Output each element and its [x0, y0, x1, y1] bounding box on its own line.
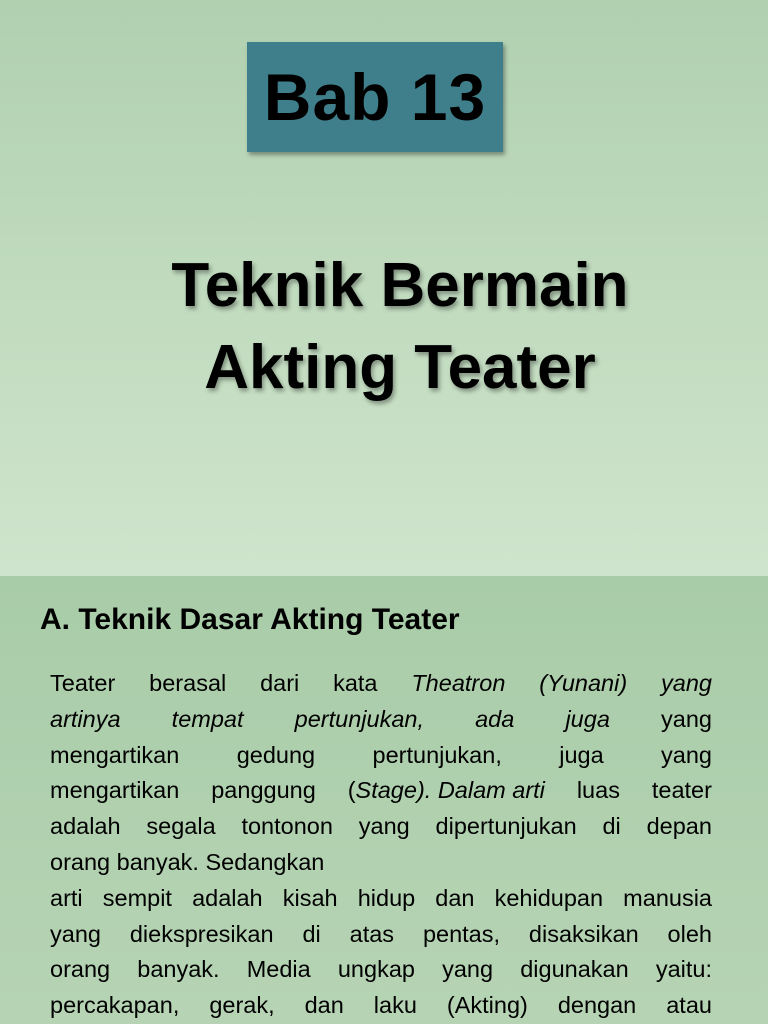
paragraph-word: (Akting) [446, 992, 528, 1019]
paragraph-line [50, 952, 712, 988]
paragraph-line [50, 666, 712, 702]
paragraph-word: berasal [149, 670, 227, 696]
paragraph-word: (Yunani) [539, 670, 628, 696]
paragraph-word: gerak, [209, 992, 275, 1019]
paragraph-word: pentas, [422, 920, 501, 947]
paragraph-word: di [602, 813, 621, 840]
chapter-badge-text: Bab 13 [263, 60, 487, 134]
paragraph-line [50, 738, 712, 774]
paragraph-word: yang [50, 920, 101, 947]
paragraph-line [50, 702, 712, 738]
paragraph-word: (Stage). Dalam arti [347, 777, 545, 804]
paragraph-line [50, 917, 712, 953]
paragraph-line [50, 773, 712, 809]
paragraph-word: yaitu: [655, 956, 712, 983]
paragraph-word: juga [565, 705, 610, 732]
chapter-badge [247, 42, 503, 152]
paragraph-word: adalah [50, 813, 121, 840]
paragraph-word: manusia [623, 884, 712, 911]
paragraph-word: disaksikan [528, 920, 639, 947]
paragraph-word: mengartikan [50, 741, 180, 768]
paragraph-word: oleh [667, 920, 712, 947]
paragraph-word: sempit [102, 884, 172, 911]
paragraph-line [50, 845, 712, 881]
paragraph-word: adalah [192, 884, 263, 911]
paragraph-word: kata [333, 670, 378, 696]
paragraph-word: yang [661, 741, 712, 768]
slide-title [60, 245, 740, 409]
paragraph-word: pertunjukan, [372, 741, 502, 768]
paragraph-word: atau [666, 992, 712, 1019]
paragraph-word: yang [661, 705, 712, 732]
body-paragraph [50, 666, 712, 1024]
paragraph-word: kehidupan [494, 884, 604, 911]
paragraph-word: teater [651, 777, 712, 804]
paragraph-word: yang [661, 670, 712, 696]
paragraph-word: Theatron [411, 670, 506, 696]
paragraph-word: yang [358, 813, 410, 840]
paragraph-word: segala [146, 813, 216, 840]
paragraph-word: diekspresikan [129, 920, 274, 947]
paragraph-word: dan [435, 884, 475, 911]
paragraph-word: tempat [171, 705, 244, 732]
paragraph-word: orang [50, 956, 111, 983]
paragraph-word: ungkap [337, 956, 415, 983]
paragraph-word: pertunjukan, [294, 705, 424, 732]
paragraph-word: percakapan, [50, 992, 180, 1019]
paragraph-word: tontonon [241, 813, 333, 840]
paragraph-word: Teater [50, 670, 116, 696]
paragraph-word: juga [559, 741, 604, 768]
paragraph-word: dengan [557, 992, 637, 1019]
paragraph-word: artinya [50, 705, 121, 732]
paragraph-word: ada [475, 705, 515, 732]
paragraph-word: orang banyak. Sedangkan [50, 848, 325, 875]
paragraph-word: mengartikan [50, 777, 180, 804]
paragraph-word: banyak. [137, 956, 220, 983]
paragraph-word: hidup [357, 884, 416, 911]
paragraph-word: gedung [236, 741, 316, 768]
slide-title-line-1: Teknik Bermain [171, 251, 629, 320]
paragraph-word: depan [646, 813, 712, 840]
paragraph-word: luas [576, 777, 620, 804]
paragraph-word: atas [349, 920, 395, 947]
paragraph-word: laku [373, 992, 417, 1019]
paragraph-word: Media [246, 956, 311, 983]
paragraph-word: dipertunjukan [435, 813, 577, 840]
paragraph-word: kisah [282, 884, 338, 911]
paragraph-line [50, 988, 712, 1024]
paragraph-word: panggung [211, 777, 316, 804]
slide-title-line-2: Akting Teater [204, 333, 596, 402]
paragraph-word: digunakan [520, 956, 629, 983]
paragraph-word: dan [304, 992, 344, 1019]
paragraph-word: yang [442, 956, 494, 983]
paragraph-line [50, 809, 712, 845]
paragraph-word: di [302, 920, 321, 947]
paragraph-line [50, 881, 712, 917]
paragraph-word: dari [260, 670, 300, 696]
paragraph-word: arti [50, 884, 83, 911]
section-heading: A. Teknik Dasar Akting Teater [40, 603, 460, 636]
